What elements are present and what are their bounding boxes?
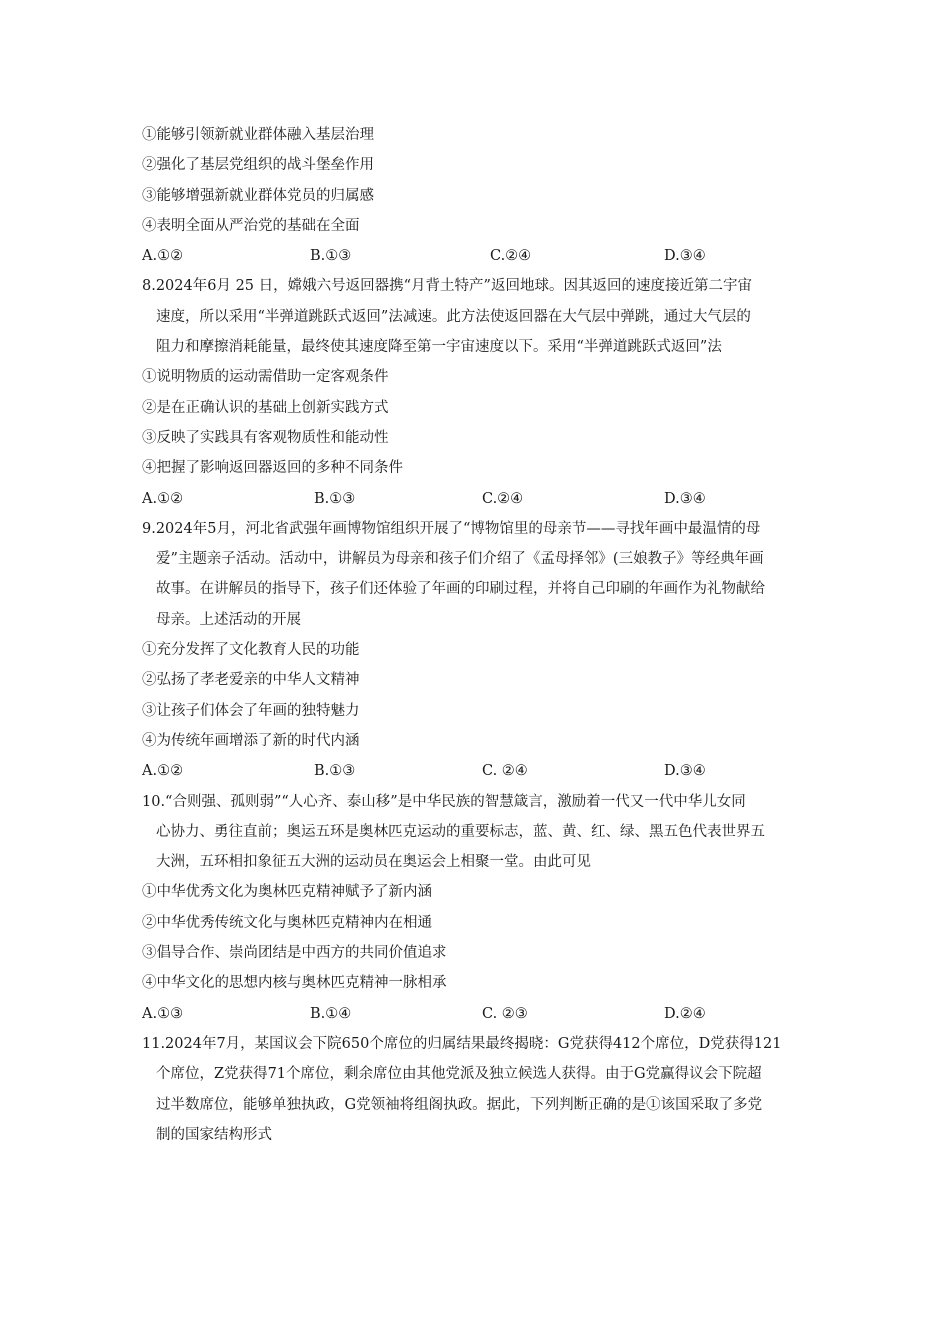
q8-stem-line-1: 8.2024年6月 25 日，嫦娥六号返回器携“月背土特产”返回地球。因其返回的速度接近第二宇宙 bbox=[142, 278, 752, 295]
q7-option-a[interactable]: A.①② bbox=[142, 248, 184, 265]
q10-stem-line-1: 10.“合则强、孤则弱”“人心齐、泰山移”是中华民族的智慧箴言，激励着一代又一代中华儿女同 bbox=[142, 793, 746, 810]
q8-statement-2: ②是在正确认识的基础上创新实践方式 bbox=[142, 399, 389, 416]
q9-statement-1: ①充分发挥了文化教育人民的功能 bbox=[142, 642, 360, 659]
q7-statement-3: ③能够增强新就业群体党员的归属感 bbox=[142, 187, 374, 204]
q11-stem-line-3: 过半数席位，能够单独执政，G党领袖将组阁执政。据此，下列判断正确的是①该国采取了多党 bbox=[156, 1096, 763, 1113]
q10-option-c[interactable]: C. ②③ bbox=[482, 1005, 528, 1022]
q7-statement-1: ①能够引领新就业群体融入基层治理 bbox=[142, 127, 374, 143]
q10-statement-1: ①中华优秀文化为奥林匹克精神赋予了新内涵 bbox=[142, 884, 432, 901]
q9-option-b[interactable]: B.①③ bbox=[314, 763, 356, 780]
q11-stem-line-1: 11.2024年7月，某国议会下院650个席位的归属结果最终揭晓：G党获得412个席位，D党获得121 bbox=[142, 1035, 782, 1052]
q8-option-b[interactable]: B.①③ bbox=[314, 490, 356, 507]
q7-options bbox=[142, 241, 812, 271]
q10-option-a[interactable]: A.①③ bbox=[142, 1005, 184, 1022]
q8-stem-line-3: 阻力和摩擦消耗能量，最终使其速度降至第一宇宙速度以下。采用“半弹道跳跃式返回”法 bbox=[156, 339, 722, 356]
q8-statement-3: ③反映了实践具有客观物质性和能动性 bbox=[142, 429, 389, 446]
q9-option-c[interactable]: C. ②④ bbox=[482, 763, 528, 780]
q9-option-d[interactable]: D.③④ bbox=[664, 763, 706, 780]
q9-stem-line-4: 母亲。上述活动的开展 bbox=[156, 611, 301, 628]
q9-stem-line-1: 9.2024年5月，河北省武强年画博物馆组织开展了“博物馆里的母亲节——寻找年画中最温情的母 bbox=[142, 520, 761, 537]
q10-statement-2: ②中华优秀传统文化与奥林匹克精神内在相通 bbox=[142, 914, 432, 931]
q10-options bbox=[142, 999, 812, 1029]
q7-statement-4: ④表明全面从严治党的基础在全面 bbox=[142, 217, 360, 234]
q10-option-d[interactable]: D.②④ bbox=[664, 1005, 706, 1022]
q10-stem-line-2: 心协力、勇往直前；奥运五环是奥林匹克运动的重要标志，蓝、黄、红、绿、黑五色代表世界五 bbox=[156, 823, 765, 840]
q10-option-b[interactable]: B.①④ bbox=[310, 1005, 352, 1022]
q9-stem-line-2: 爱”主题亲子活动。活动中，讲解员为母亲和孩子们介绍了《孟母择邻》(三娘教子》等经典年画 bbox=[156, 551, 764, 568]
q9-option-a[interactable]: A.①② bbox=[142, 763, 184, 780]
q10-stem-line-3: 大洲，五环相扣象征五大洲的运动员在奥运会上相聚一堂。由此可见 bbox=[156, 854, 591, 871]
q11-stem-line-4: 制的国家结构形式 bbox=[156, 1126, 272, 1143]
q7-option-d[interactable]: D.③④ bbox=[664, 248, 706, 265]
q10-statement-3: ③倡导合作、崇尚团结是中西方的共同价值追求 bbox=[142, 945, 447, 962]
q8-statement-4: ④把握了影响返回器返回的多种不同条件 bbox=[142, 460, 403, 477]
q9-statement-2: ②弘扬了孝老爱亲的中华人文精神 bbox=[142, 672, 360, 689]
q11-stem-line-2: 个席位，Z党获得71个席位，剩余席位由其他党派及独立候选人获得。由于G党赢得议会下院超 bbox=[156, 1066, 762, 1083]
q8-option-c[interactable]: C.②④ bbox=[482, 490, 524, 507]
q10-statement-4: ④中华文化的思想内核与奥林匹克精神一脉相承 bbox=[142, 975, 447, 992]
q7-statement-2: ②强化了基层党组织的战斗堡垒作用 bbox=[142, 157, 374, 174]
q9-stem-line-3: 故事。在讲解员的指导下，孩子们还体验了年画的印刷过程，并将自己印刷的年画作为礼物献给 bbox=[156, 581, 765, 598]
q8-statement-1: ①说明物质的运动需借助一定客观条件 bbox=[142, 369, 389, 386]
q7-option-b[interactable]: B.①③ bbox=[310, 248, 352, 265]
q8-option-a[interactable]: A.①② bbox=[142, 490, 184, 507]
q8-option-d[interactable]: D.③④ bbox=[664, 490, 706, 507]
q9-statement-3: ③让孩子们体会了年画的独特魅力 bbox=[142, 702, 360, 719]
q8-options bbox=[142, 484, 812, 514]
q9-statement-4: ④为传统年画增添了新的时代内涵 bbox=[142, 732, 360, 749]
q9-options bbox=[142, 756, 812, 786]
q7-option-c[interactable]: C.②④ bbox=[490, 248, 532, 265]
exam-content bbox=[142, 120, 812, 1150]
q8-stem-line-2: 速度，所以采用“半弹道跳跃式返回”法减速。此方法使返回器在大气层中弹跳，通过大气层的 bbox=[156, 308, 751, 325]
